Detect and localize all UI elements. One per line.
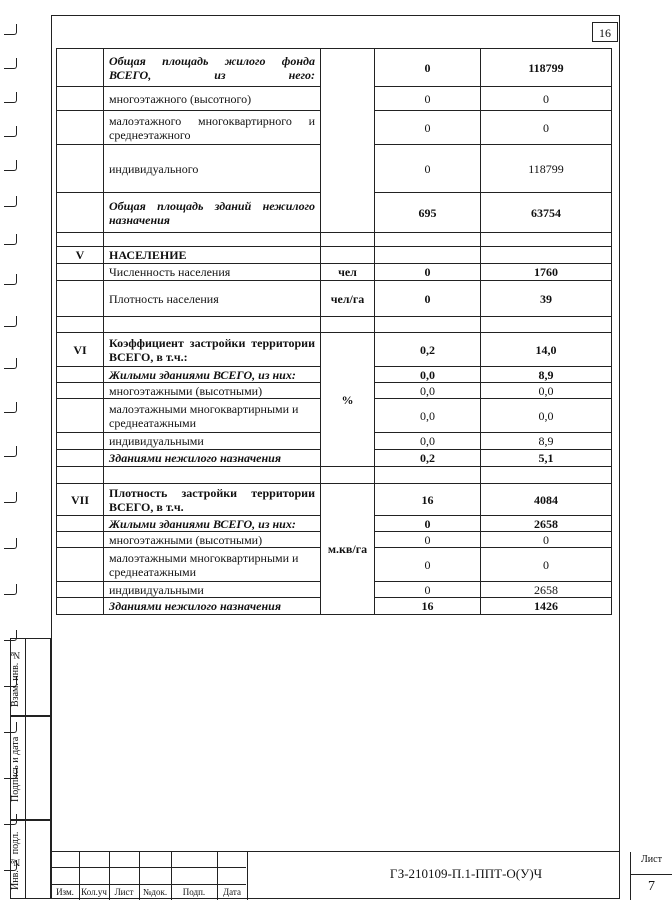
- row-number: [57, 399, 104, 433]
- value-design: 118799: [481, 145, 612, 193]
- row-number: [57, 193, 104, 233]
- value-design: 8,9: [481, 433, 612, 450]
- row-name: индивидуальными: [104, 582, 321, 598]
- table-row: [57, 247, 612, 264]
- row-unit: [321, 49, 375, 233]
- binding-mark: [4, 126, 17, 137]
- value-design: 4084: [481, 484, 612, 516]
- value-existing: 0: [375, 516, 481, 532]
- binding-mark: [4, 234, 17, 245]
- binding-mark: [4, 274, 17, 285]
- sheet-number: 7: [631, 874, 672, 895]
- row-number: [57, 49, 104, 87]
- value-existing: 0,0: [375, 367, 481, 383]
- value-existing: 16: [375, 598, 481, 615]
- value-design: 2658: [481, 582, 612, 598]
- binding-mark: [4, 58, 17, 69]
- row-number: [57, 582, 104, 598]
- value-existing: 0: [375, 532, 481, 548]
- row-number: [57, 548, 104, 582]
- binding-mark: [4, 402, 17, 413]
- stamp-line: [51, 884, 246, 885]
- stamp-label-n-dok: №док.: [142, 887, 168, 897]
- value-existing: 16: [375, 484, 481, 516]
- row-number: [57, 532, 104, 548]
- section-title: Плотность застройки территории ВСЕГО, в т.ч.: [104, 484, 321, 516]
- row-unit: м.кв/га: [321, 484, 375, 615]
- binding-mark: [4, 492, 17, 503]
- section-number: VII: [57, 484, 104, 516]
- binding-mark: [4, 446, 17, 457]
- binding-mark: [4, 358, 17, 369]
- value-design: 63754: [481, 193, 612, 233]
- row-number: [57, 264, 104, 281]
- value-existing: 0,2: [375, 450, 481, 467]
- table-row: [57, 264, 612, 281]
- row-name: многоэтажного (высотного): [104, 87, 321, 111]
- section-title: Коэффициент застройки территории ВСЕГО, в т.ч.:: [104, 333, 321, 367]
- value-existing: 0: [375, 548, 481, 582]
- spacer-row: [57, 317, 612, 333]
- value-design: 0,0: [481, 399, 612, 433]
- row-unit: чел/га: [321, 281, 375, 317]
- row-number: [57, 516, 104, 532]
- row-unit: чел: [321, 264, 375, 281]
- row-name: Численность населения: [104, 264, 321, 281]
- row-number: [57, 111, 104, 145]
- value-design: 5,1: [481, 450, 612, 467]
- section-title: НАСЕЛЕНИЕ: [104, 247, 321, 264]
- row-number: [57, 450, 104, 467]
- side-label-inv-podl: Инв. № подл.: [10, 831, 21, 890]
- section-number: VI: [57, 333, 104, 367]
- row-number: [57, 433, 104, 450]
- row-name: малоэтажного многоквартирного и среднеэтажного: [104, 111, 321, 145]
- sheet-box: [630, 852, 672, 900]
- value-existing: 0: [375, 281, 481, 317]
- binding-mark: [4, 538, 17, 549]
- row-number: [57, 145, 104, 193]
- value-design: 2658: [481, 516, 612, 532]
- value-existing: 695: [375, 193, 481, 233]
- row-unit: %: [321, 333, 375, 467]
- row-name: Жилыми зданиями ВСЕГО, из них:: [104, 367, 321, 383]
- value-design: 1426: [481, 598, 612, 615]
- row-number: [57, 281, 104, 317]
- row-name: малоэтажными многоквартирными и среднеатажными: [104, 548, 321, 582]
- value-design: 39: [481, 281, 612, 317]
- value-design: 1760: [481, 264, 612, 281]
- section-number: V: [57, 247, 104, 264]
- value-existing: 0,0: [375, 399, 481, 433]
- spacer-row: [57, 467, 612, 484]
- row-name: индивидуального: [104, 145, 321, 193]
- table-row: [57, 484, 612, 516]
- row-name: многоэтажными (высотными): [104, 532, 321, 548]
- value-design: 8,9: [481, 367, 612, 383]
- document-code: ГЗ-210109-П.1-ППТ-О(У)Ч: [389, 866, 543, 881]
- binding-mark: [4, 196, 17, 207]
- stamp-label-data: Дата: [223, 887, 241, 897]
- value-design: 0,0: [481, 383, 612, 399]
- table-row: [57, 333, 612, 367]
- binding-mark: [4, 92, 17, 103]
- value-existing: 0,0: [375, 433, 481, 450]
- value-design: 0: [481, 111, 612, 145]
- row-number: [57, 383, 104, 399]
- stamp-label-izm: Изм.: [56, 887, 74, 897]
- value-design: 0: [481, 87, 612, 111]
- row-number: [57, 367, 104, 383]
- title-block: [51, 851, 662, 899]
- value-design: 118799: [481, 49, 612, 87]
- value-existing: 0,2: [375, 333, 481, 367]
- side-label-podpis-data: Подпись и дата: [10, 736, 21, 802]
- row-name: малоэтажными многоквартирными и среднеатажными: [104, 399, 321, 433]
- table-row: [57, 281, 612, 317]
- value-existing: 0: [375, 264, 481, 281]
- stamp-label-podp: Подп.: [182, 887, 206, 897]
- value-existing: 0: [375, 87, 481, 111]
- binding-mark: [4, 160, 17, 171]
- row-name: Общая площадь зданий нежилого назначения: [104, 193, 321, 233]
- value-design: 0: [481, 548, 612, 582]
- binding-mark: [4, 24, 17, 35]
- value-design: 14,0: [481, 333, 612, 367]
- row-name: Жилыми зданиями ВСЕГО, из них:: [104, 516, 321, 532]
- spacer-row: [57, 233, 612, 247]
- sheet-label: Лист: [641, 854, 662, 865]
- table-row: [57, 49, 612, 87]
- row-name: многоэтажными (высотными): [104, 383, 321, 399]
- row-number: [57, 598, 104, 615]
- row-name: Зданиями нежилого назначения: [104, 598, 321, 615]
- value-design: 0: [481, 532, 612, 548]
- row-number: [57, 87, 104, 111]
- side-block-inv-podl: [10, 820, 51, 899]
- row-name: Зданиями нежилого назначения: [104, 450, 321, 467]
- side-block-vzam-inv: [10, 638, 51, 716]
- row-name: Общая площадь жилого фонда ВСЕГО, из него:: [104, 49, 321, 87]
- stamp-label-list: Лист: [114, 887, 134, 897]
- side-label-vzam-inv: Взам. инв. №: [10, 649, 21, 707]
- side-block-podpis-data: [10, 716, 51, 820]
- value-existing: 0,0: [375, 383, 481, 399]
- value-existing: 0: [375, 582, 481, 598]
- row-name: Плотность населения: [104, 281, 321, 317]
- sheet-corner-number: 16: [592, 22, 618, 42]
- row-name: индивидуальными: [104, 433, 321, 450]
- value-existing: 0: [375, 145, 481, 193]
- binding-mark: [4, 584, 17, 595]
- value-existing: 0: [375, 111, 481, 145]
- binding-mark: [4, 316, 17, 327]
- stamp-line: [51, 867, 246, 868]
- value-existing: 0: [375, 49, 481, 87]
- stamp-label-kol-uch: Кол.уч: [81, 887, 107, 897]
- indicators-table: [56, 48, 612, 615]
